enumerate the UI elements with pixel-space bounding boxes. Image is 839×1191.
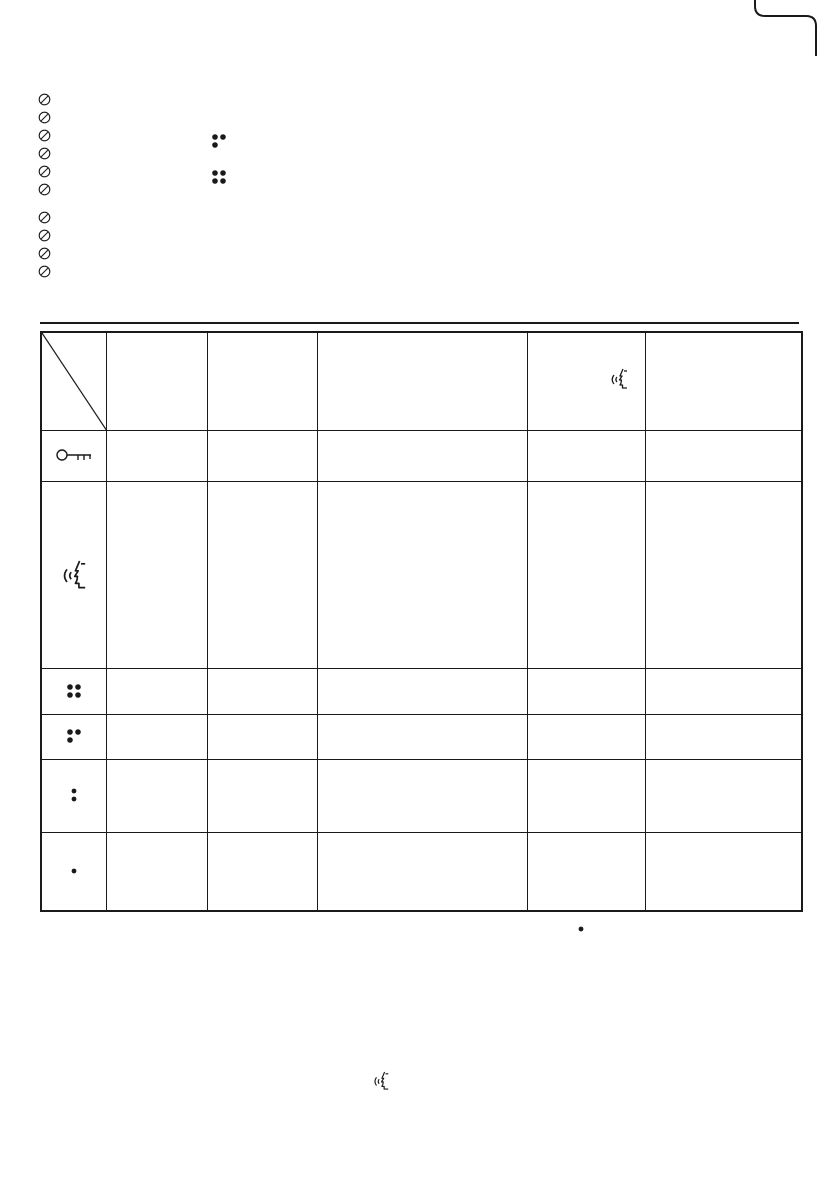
note-item [38, 165, 51, 178]
speech-sound-icon [60, 559, 88, 591]
row-label-cell [41, 481, 106, 668]
key-icon [56, 448, 92, 462]
prohibition-circle-icon [38, 265, 51, 278]
three-dots-icon [211, 133, 227, 149]
speech-sound-icon [372, 1071, 390, 1091]
three-dots-icon [66, 728, 82, 744]
prohibition-circle-icon [38, 129, 51, 142]
note-item [38, 147, 51, 160]
prohibition-circle-icon [38, 165, 51, 178]
table-corner-cell [41, 332, 106, 430]
one-dot-icon [70, 867, 78, 875]
two-dots-icon [70, 787, 78, 803]
prohibition-circle-icon [38, 247, 51, 260]
table-header-row [41, 332, 802, 430]
table-header-cell [317, 332, 527, 430]
page-corner-bracket [0, 0, 839, 90]
note-item [38, 111, 51, 124]
note-item [38, 183, 51, 196]
four-dots-icon [66, 683, 82, 699]
table-row [41, 430, 802, 481]
section-divider [40, 322, 799, 324]
prohibition-circle-icon [38, 211, 51, 224]
table-header-cell [527, 332, 645, 430]
function-table [40, 331, 803, 912]
note-item [38, 229, 51, 242]
table-row [41, 714, 802, 759]
diagonal-corner-line [42, 333, 107, 431]
prohibition-circle-icon [38, 93, 51, 106]
prohibition-circle-icon [38, 111, 51, 124]
table-row [41, 481, 802, 668]
one-dot-icon [577, 925, 585, 933]
row-label-cell [41, 759, 106, 832]
note-item [38, 265, 51, 278]
row-label-cell [41, 832, 106, 911]
table-row [41, 759, 802, 832]
table-header-cell [207, 332, 317, 430]
four-dots-icon [211, 169, 227, 185]
row-label-cell [41, 430, 106, 481]
row-label-cell [41, 668, 106, 714]
table-header-cell [106, 332, 207, 430]
note-item [38, 93, 51, 106]
prohibition-circle-icon [38, 147, 51, 160]
note-item [38, 211, 51, 224]
speech-sound-icon [609, 368, 629, 390]
prohibition-circle-icon [38, 183, 51, 196]
table-row [41, 668, 802, 714]
note-item [38, 247, 51, 260]
table-row [41, 832, 802, 911]
table-header-cell [645, 332, 802, 430]
note-item [38, 129, 51, 142]
row-label-cell [41, 714, 106, 759]
prohibition-circle-icon [38, 229, 51, 242]
